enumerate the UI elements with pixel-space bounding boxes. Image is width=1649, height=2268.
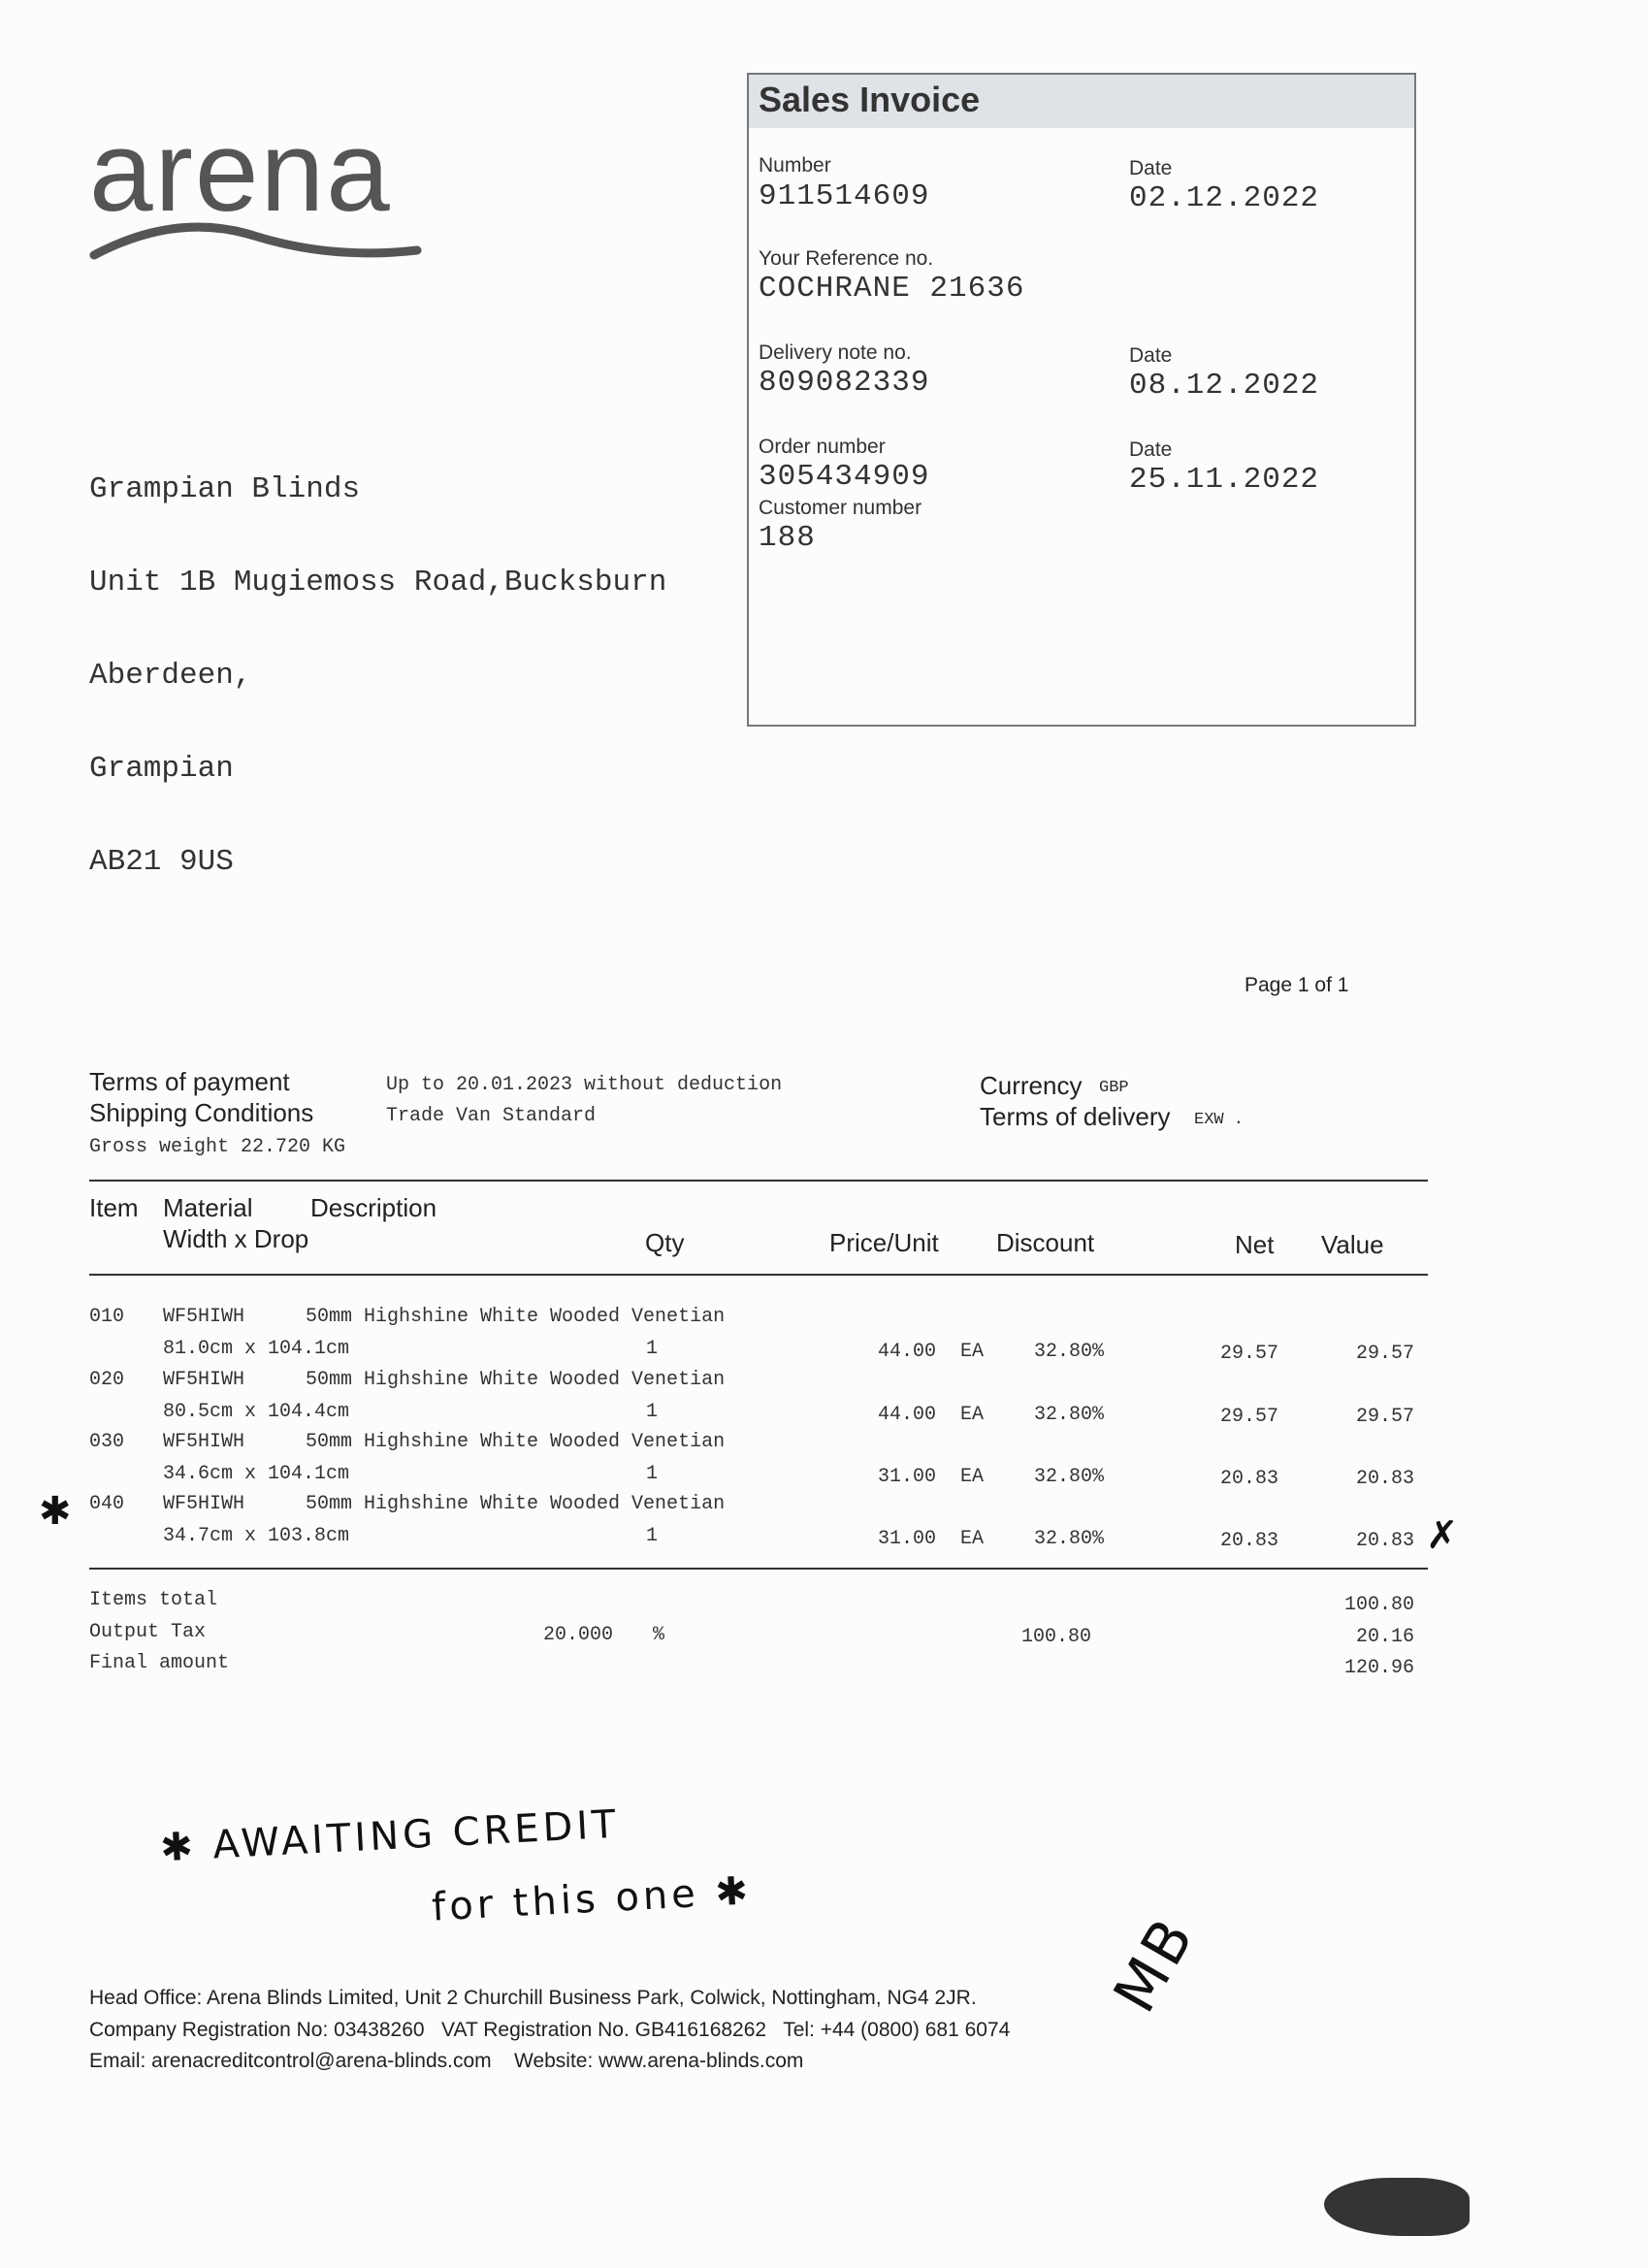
footer-head-office: Head Office: Arena Blinds Limited, Unit 2 Churchill Business Park, Colwick, Nottingham, NG4 2JR. bbox=[89, 1987, 977, 2009]
row-size: 81.0cm x 104.1cm bbox=[163, 1338, 350, 1360]
row-discount: 32.80% bbox=[1033, 1466, 1104, 1488]
terms-of-payment-value: Up to 20.01.2023 without deduction bbox=[386, 1074, 783, 1096]
row-value: 20.83 bbox=[1355, 1530, 1414, 1552]
terms-of-payment-label: Terms of payment bbox=[89, 1067, 290, 1096]
header-description: Description bbox=[310, 1193, 437, 1222]
row-description: 50mm Highshine White Wooded Venetian bbox=[306, 1369, 726, 1391]
row-item: 040 bbox=[89, 1493, 125, 1515]
header-qty: Qty bbox=[645, 1228, 685, 1257]
order-number: 305434909 bbox=[759, 460, 930, 494]
number-label: Number bbox=[759, 154, 831, 177]
items-total-label: Items total bbox=[89, 1589, 218, 1611]
row-item: 030 bbox=[89, 1431, 125, 1453]
invoice-info-box bbox=[747, 73, 1416, 727]
terms-of-delivery-label: Terms of delivery bbox=[980, 1102, 1171, 1131]
address-line: AB21 9US bbox=[89, 845, 234, 879]
row-net: 20.83 bbox=[1219, 1530, 1278, 1552]
header-width-drop: Width x Drop bbox=[163, 1224, 309, 1253]
header-material: Material bbox=[163, 1193, 253, 1222]
reference-value: COCHRANE 21636 bbox=[759, 272, 1025, 306]
handwritten-note-line2: for this one ✱ bbox=[431, 1868, 754, 1930]
delivery-date-label: Date bbox=[1129, 344, 1173, 367]
date-label: Date bbox=[1129, 157, 1173, 179]
row-size: 34.7cm x 103.8cm bbox=[163, 1525, 350, 1547]
page-number: Page 1 of 1 bbox=[1245, 974, 1349, 996]
row-net: 20.83 bbox=[1219, 1468, 1278, 1490]
row-net: 29.57 bbox=[1219, 1343, 1278, 1365]
row-qty: 1 bbox=[646, 1525, 659, 1547]
customer-number: 188 bbox=[759, 521, 816, 555]
shipping-conditions-value: Trade Van Standard bbox=[386, 1105, 597, 1127]
delivery-note-label: Delivery note no. bbox=[759, 341, 912, 364]
output-tax-label: Output Tax bbox=[89, 1621, 207, 1643]
row-net: 29.57 bbox=[1219, 1406, 1278, 1428]
row-size: 34.6cm x 104.1cm bbox=[163, 1463, 350, 1485]
invoice-title: Sales Invoice bbox=[759, 80, 981, 119]
logo-text: arena bbox=[89, 108, 392, 236]
row-price: 44.00 bbox=[877, 1404, 936, 1426]
customer-number-label: Customer number bbox=[759, 497, 922, 519]
customer-address bbox=[89, 412, 666, 909]
footer-registration: Company Registration No: 03438260 VAT Registration No. GB416168262 Tel: +44 (0800) 681 6074 bbox=[89, 2019, 1011, 2041]
delivery-note-value: 809082339 bbox=[759, 366, 930, 400]
row-description: 50mm Highshine White Wooded Venetian bbox=[306, 1493, 726, 1515]
gross-weight: Gross weight 22.720 KG bbox=[89, 1136, 346, 1158]
row-qty: 1 bbox=[646, 1338, 659, 1360]
row-item: 020 bbox=[89, 1369, 125, 1391]
reference-label: Your Reference no. bbox=[759, 247, 934, 270]
divider bbox=[89, 1568, 1428, 1570]
header-item: Item bbox=[89, 1193, 139, 1222]
row-unit: EA bbox=[960, 1528, 985, 1550]
row-value: 29.57 bbox=[1355, 1406, 1414, 1428]
output-tax-value: 20.16 bbox=[1355, 1626, 1414, 1648]
final-amount-value: 120.96 bbox=[1343, 1657, 1414, 1679]
header-net: Net bbox=[1235, 1230, 1275, 1259]
header-discount: Discount bbox=[996, 1228, 1095, 1257]
final-amount-label: Final amount bbox=[89, 1652, 230, 1674]
arena-logo bbox=[89, 108, 424, 270]
header-value: Value bbox=[1321, 1230, 1384, 1259]
row-price: 31.00 bbox=[877, 1528, 936, 1550]
row-material: WF5HIWH bbox=[163, 1431, 245, 1453]
row-value: 20.83 bbox=[1355, 1468, 1414, 1490]
divider bbox=[89, 1274, 1428, 1276]
invoice-number: 911514609 bbox=[759, 179, 930, 213]
handwritten-initials: MB bbox=[1100, 1904, 1210, 2025]
handwritten-note-line1: ✱ AWAITING CREDIT bbox=[159, 1801, 621, 1871]
row-discount: 32.80% bbox=[1033, 1528, 1104, 1550]
handwritten-tick-mark: ✗ bbox=[1426, 1514, 1459, 1557]
row-unit: EA bbox=[960, 1341, 985, 1363]
row-material: WF5HIWH bbox=[163, 1493, 245, 1515]
row-qty: 1 bbox=[646, 1401, 659, 1423]
scan-smudge bbox=[1324, 2178, 1470, 2236]
terms-of-delivery-value: EXW . bbox=[1194, 1111, 1245, 1129]
row-qty: 1 bbox=[646, 1463, 659, 1485]
address-line: Aberdeen, bbox=[89, 659, 252, 693]
order-date-label: Date bbox=[1129, 438, 1173, 461]
row-value: 29.57 bbox=[1355, 1343, 1414, 1365]
tax-rate: 20.000 bbox=[542, 1624, 613, 1646]
row-size: 80.5cm x 104.4cm bbox=[163, 1401, 350, 1423]
address-line: Unit 1B Mugiemoss Road,Bucksburn bbox=[89, 566, 667, 599]
order-number-label: Order number bbox=[759, 436, 886, 458]
logo-swoosh-icon bbox=[89, 211, 424, 270]
header-price-unit: Price/Unit bbox=[829, 1228, 939, 1257]
row-unit: EA bbox=[960, 1466, 985, 1488]
address-line: Grampian bbox=[89, 752, 234, 786]
tax-percent-sign: % bbox=[653, 1624, 665, 1646]
currency-value: GBP bbox=[1099, 1079, 1129, 1097]
row-material: WF5HIWH bbox=[163, 1369, 245, 1391]
row-material: WF5HIWH bbox=[163, 1306, 245, 1328]
footer-contact: Email: arenacreditcontrol@arena-blinds.com Website: www.arena-blinds.com bbox=[89, 2050, 804, 2072]
row-discount: 32.80% bbox=[1033, 1404, 1104, 1426]
handwritten-star-mark: ✱ bbox=[39, 1490, 72, 1533]
row-price: 31.00 bbox=[877, 1466, 936, 1488]
row-discount: 32.80% bbox=[1033, 1341, 1104, 1363]
items-total-value: 100.80 bbox=[1343, 1594, 1414, 1616]
row-description: 50mm Highshine White Wooded Venetian bbox=[306, 1306, 726, 1328]
row-price: 44.00 bbox=[877, 1341, 936, 1363]
invoice-date: 02.12.2022 bbox=[1129, 181, 1320, 215]
row-unit: EA bbox=[960, 1404, 985, 1426]
currency-label: Currency bbox=[980, 1071, 1083, 1100]
address-line: Grampian Blinds bbox=[89, 472, 361, 506]
row-item: 010 bbox=[89, 1306, 125, 1328]
shipping-conditions-label: Shipping Conditions bbox=[89, 1098, 314, 1127]
tax-base: 100.80 bbox=[1020, 1626, 1091, 1648]
delivery-date: 08.12.2022 bbox=[1129, 369, 1320, 403]
order-date: 25.11.2022 bbox=[1129, 463, 1320, 497]
row-description: 50mm Highshine White Wooded Venetian bbox=[306, 1431, 726, 1453]
divider bbox=[89, 1180, 1428, 1182]
